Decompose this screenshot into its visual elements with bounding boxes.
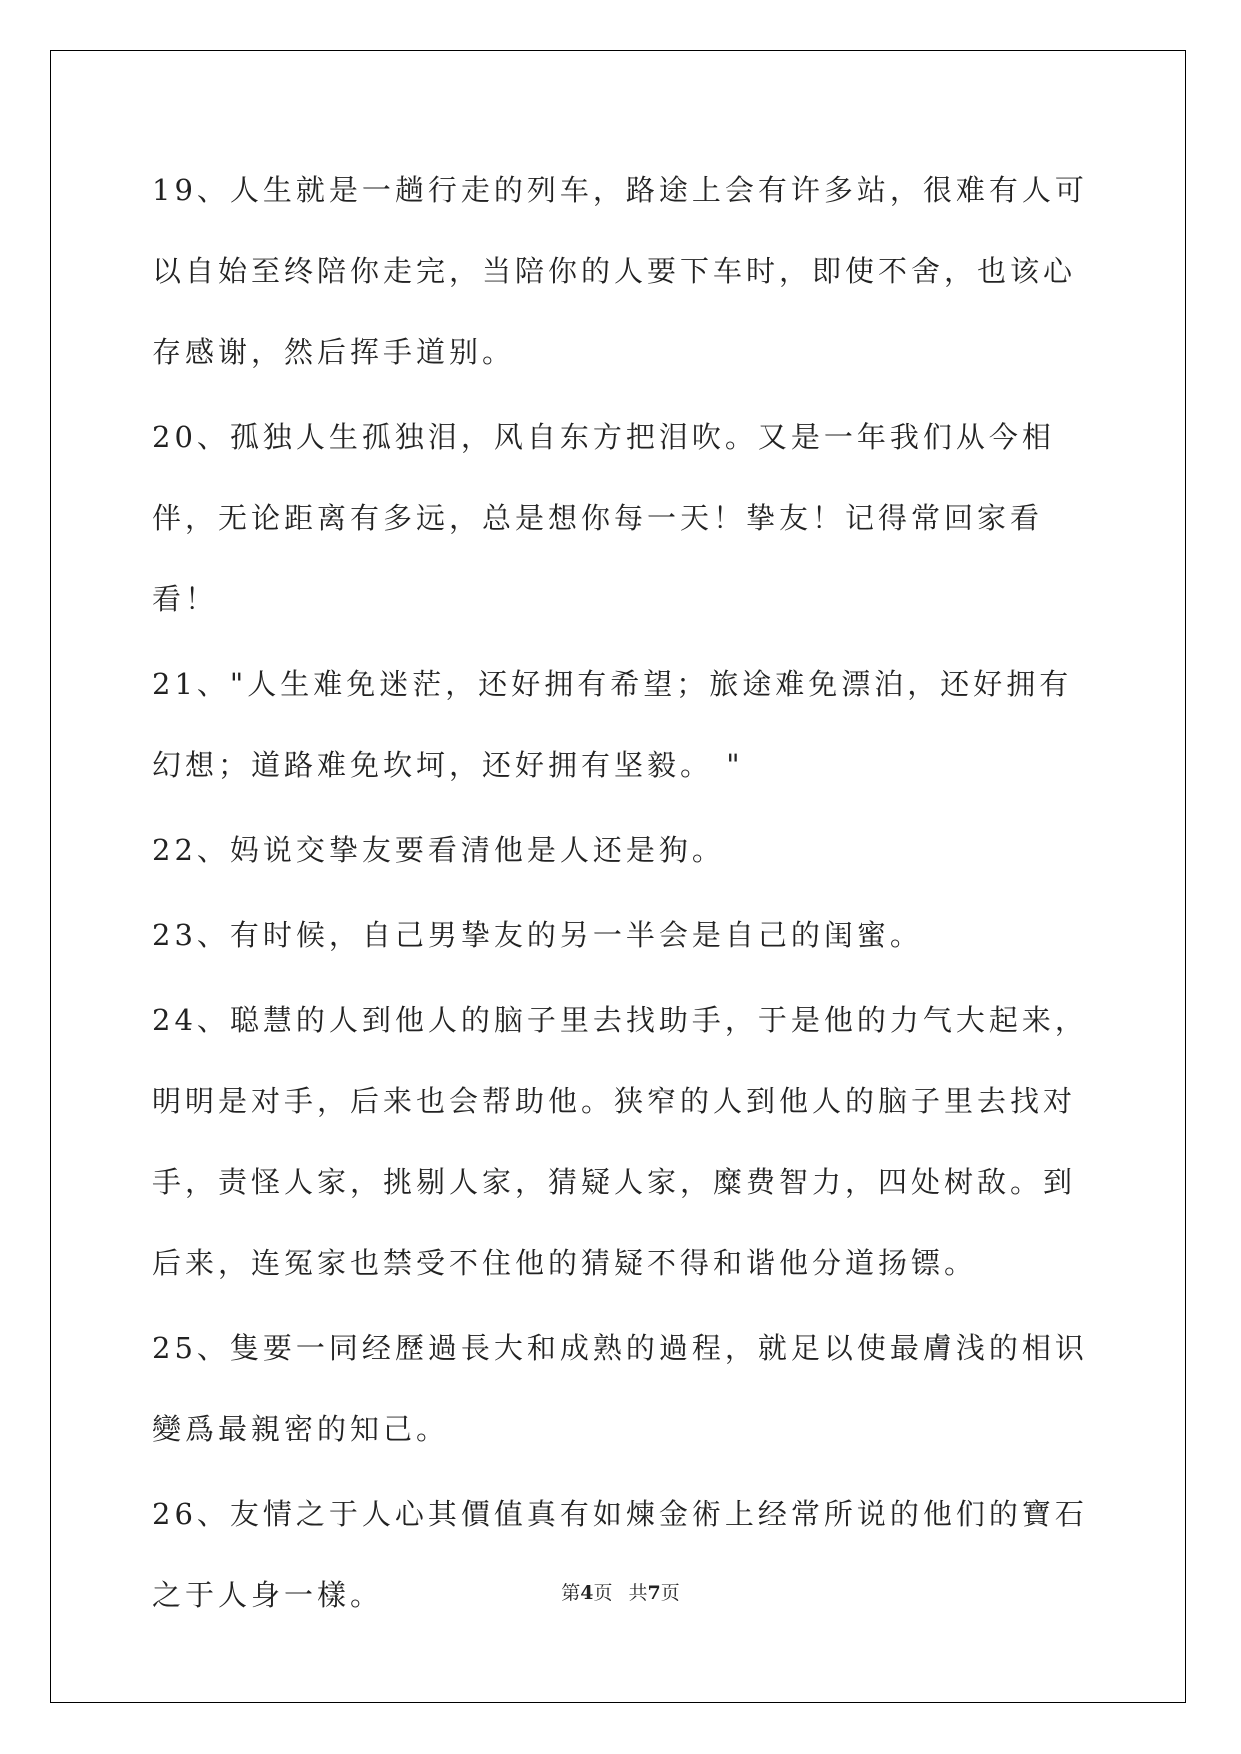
paragraph-20: 20、孤独人生孤独泪，风自东方把泪吹。又是一年我们从今相伴，无论距离有多远，总是想你每一天！挚友！记得常回家看看！ bbox=[152, 420, 1055, 616]
page-suffix: 页 bbox=[593, 1582, 613, 1604]
total-prefix: 共 bbox=[628, 1582, 648, 1604]
current-page-number: 4 bbox=[580, 1582, 594, 1604]
paragraph-24: 24、聪慧的人到他人的脑子里去找助手，于是他的力气大起来，明明是对手，后来也会帮助他。狭窄的人到他人的脑子里去找对手，责怪人家，挑剔人家，猜疑人家，糜费智力，四处树敌。到后来，连冤家也禁受不住他的猜疑不得和谐他分道扬镖。 bbox=[152, 1003, 1088, 1280]
page-prefix: 第 bbox=[561, 1582, 581, 1604]
paragraph-21: 21、"人生难免迷茫，还好拥有希望；旅途难免漂泊，还好拥有幻想；道路难免坎坷，还好拥有坚毅。 " bbox=[152, 667, 1073, 782]
paragraph-26: 26、友情之于人心其價值真有如煉金術上经常所说的他们的寶石之于人身一樣。 bbox=[152, 1497, 1088, 1612]
total-pages-number: 7 bbox=[647, 1582, 661, 1604]
paragraph-25: 25、隻要一同经歷過長大和成熟的過程，就足以使最膚浅的相识變爲最親密的知己。 bbox=[152, 1331, 1088, 1446]
page-footer bbox=[0, 1578, 1241, 1605]
paragraph-19: 19、人生就是一趟行走的列车，路途上会有许多站，很难有人可以自始至终陪你走完，当陪你的人要下车时，即使不舍，也该心存感谢，然后挥手道别。 bbox=[152, 173, 1088, 369]
document-body bbox=[152, 150, 1102, 1640]
total-suffix: 页 bbox=[660, 1582, 680, 1604]
paragraph-23: 23、有时候，自己男挚友的另一半会是自己的闺蜜。 bbox=[152, 918, 923, 952]
paragraph-22: 22、妈说交挚友要看清他是人还是狗。 bbox=[152, 833, 725, 867]
